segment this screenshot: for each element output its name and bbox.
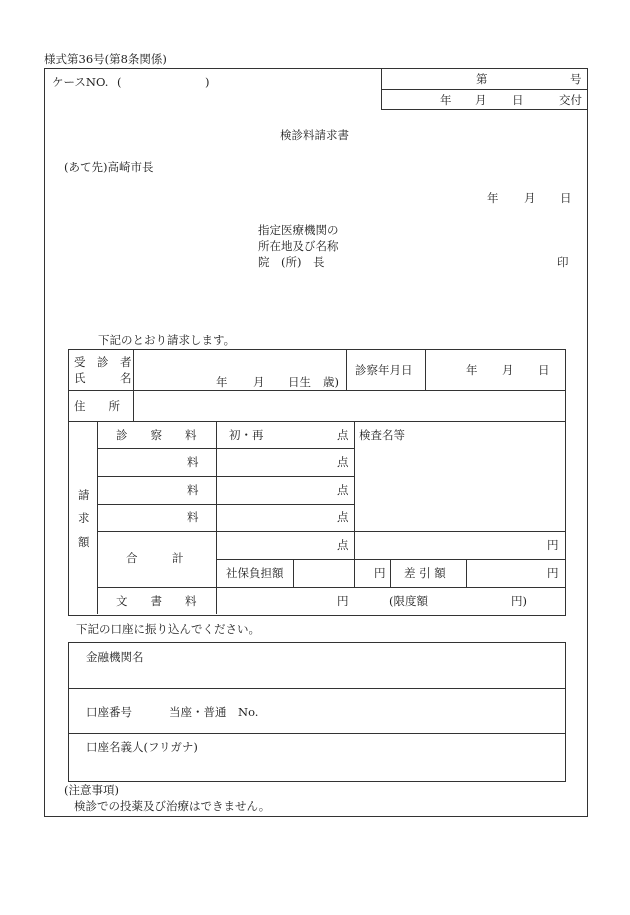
director-label: 院 (所) 長 xyxy=(258,255,325,269)
table-col-fee-value xyxy=(216,421,217,614)
exam-items-label: 検査名等 xyxy=(359,428,405,442)
account-type: 当座・普通 xyxy=(169,705,227,719)
bank-rule-2 xyxy=(68,733,565,734)
notes-text: 検診での投薬及び治療はできません。 xyxy=(74,799,271,813)
date-year: 年 xyxy=(487,191,499,205)
case-number-open: ( xyxy=(117,75,122,89)
case-number-close: ) xyxy=(205,75,210,89)
date-month: 月 xyxy=(524,191,536,205)
exam-date-label: 診察年月日 xyxy=(355,363,413,377)
billing-label-1: 請 xyxy=(78,488,90,502)
limit-label: (限度額 xyxy=(389,594,428,608)
issue-label: 交付 xyxy=(559,93,582,107)
exam-year: 年 xyxy=(466,363,478,377)
total-points-unit: 点 xyxy=(337,538,349,552)
issue-month: 月 xyxy=(475,93,487,107)
birth-month: 月 xyxy=(253,375,265,389)
document-title: 検診料請求書 xyxy=(280,128,349,142)
table-col-insurance-value xyxy=(293,559,294,587)
exam-month: 月 xyxy=(502,363,514,377)
table-col-examdate xyxy=(346,349,347,390)
balance-yen-unit: 円 xyxy=(547,566,559,580)
patient-label-2: 氏 名 xyxy=(74,371,132,385)
table-rule-address xyxy=(68,421,565,422)
account-number-label: 口座番号 xyxy=(86,705,132,719)
fee-row-unit: 点 xyxy=(337,455,349,469)
issue-box-bottom xyxy=(381,109,587,110)
table-col-exam-items xyxy=(354,421,355,587)
table-rule-docfee xyxy=(97,587,565,588)
insurance-yen-unit: 円 xyxy=(374,566,386,580)
total-yen-unit: 円 xyxy=(547,538,559,552)
table-col-examdate-value xyxy=(425,349,426,390)
notes-heading: (注意事項) xyxy=(64,783,119,797)
billing-label-3: 額 xyxy=(78,535,90,549)
fee-row-unit: 点 xyxy=(337,510,349,524)
issue-number-suffix: 号 xyxy=(570,72,582,86)
bank-rule-1 xyxy=(68,688,565,689)
table-col-billing xyxy=(97,421,98,614)
fee-row-prefix: 初・再 xyxy=(229,428,264,442)
table-rule-fee-3 xyxy=(97,504,354,505)
issue-number-prefix: 第 xyxy=(476,72,488,86)
issue-year: 年 xyxy=(440,93,452,107)
patient-label-1: 受 診 者 xyxy=(74,355,132,369)
table-col-balance-value xyxy=(466,559,467,587)
fee-row-label: 料 xyxy=(187,510,199,524)
table-rule-total xyxy=(97,531,565,532)
fee-row-unit: 点 xyxy=(337,428,349,442)
limit-yen-unit: 円) xyxy=(511,594,527,608)
table-col-balance xyxy=(390,559,391,587)
table-col-label xyxy=(133,349,134,421)
account-holder-label: 口座名義人(フリガナ) xyxy=(86,740,198,754)
table-rule-patient xyxy=(68,390,565,391)
bank-instruction: 下記の口座に振り込んでください。 xyxy=(76,622,260,636)
fee-row-label: 料 xyxy=(187,483,199,497)
form-number: 様式第36号(第8条関係) xyxy=(44,52,167,66)
age-label: 歳) xyxy=(323,375,339,389)
address-label: 住 所 xyxy=(74,399,120,413)
fee-row-label: 診 察 料 xyxy=(116,428,197,442)
institution-label-2: 所在地及び名称 xyxy=(258,239,339,253)
fee-row-unit: 点 xyxy=(337,483,349,497)
birth-year: 年 xyxy=(216,375,228,389)
issue-day: 日 xyxy=(512,93,524,107)
institution-label-1: 指定医療機関の xyxy=(258,223,339,237)
case-number-label: ケースNO. xyxy=(52,75,109,89)
balance-label: 差 引 額 xyxy=(404,566,446,580)
exam-day: 日 xyxy=(538,363,550,377)
birth-day: 日生 xyxy=(288,375,311,389)
seal-mark: 印 xyxy=(557,255,569,269)
date-day: 日 xyxy=(560,191,572,205)
document-fee-yen-unit: 円 xyxy=(337,594,349,608)
billing-label-2: 求 xyxy=(78,511,90,525)
addressee: (あて先)高崎市長 xyxy=(64,160,154,174)
table-rule-fee-1 xyxy=(97,448,354,449)
bank-institution-label: 金融機関名 xyxy=(86,650,144,664)
table-rule-fee-2 xyxy=(97,476,354,477)
request-text: 下記のとおり請求します。 xyxy=(98,333,236,347)
total-label: 合 計 xyxy=(126,551,184,565)
account-no-label: No. xyxy=(238,705,259,719)
document-fee-label: 文 書 料 xyxy=(116,594,197,608)
insurance-label: 社保負担額 xyxy=(226,566,284,580)
issue-box-middle xyxy=(381,89,587,90)
fee-row-label: 料 xyxy=(187,455,199,469)
